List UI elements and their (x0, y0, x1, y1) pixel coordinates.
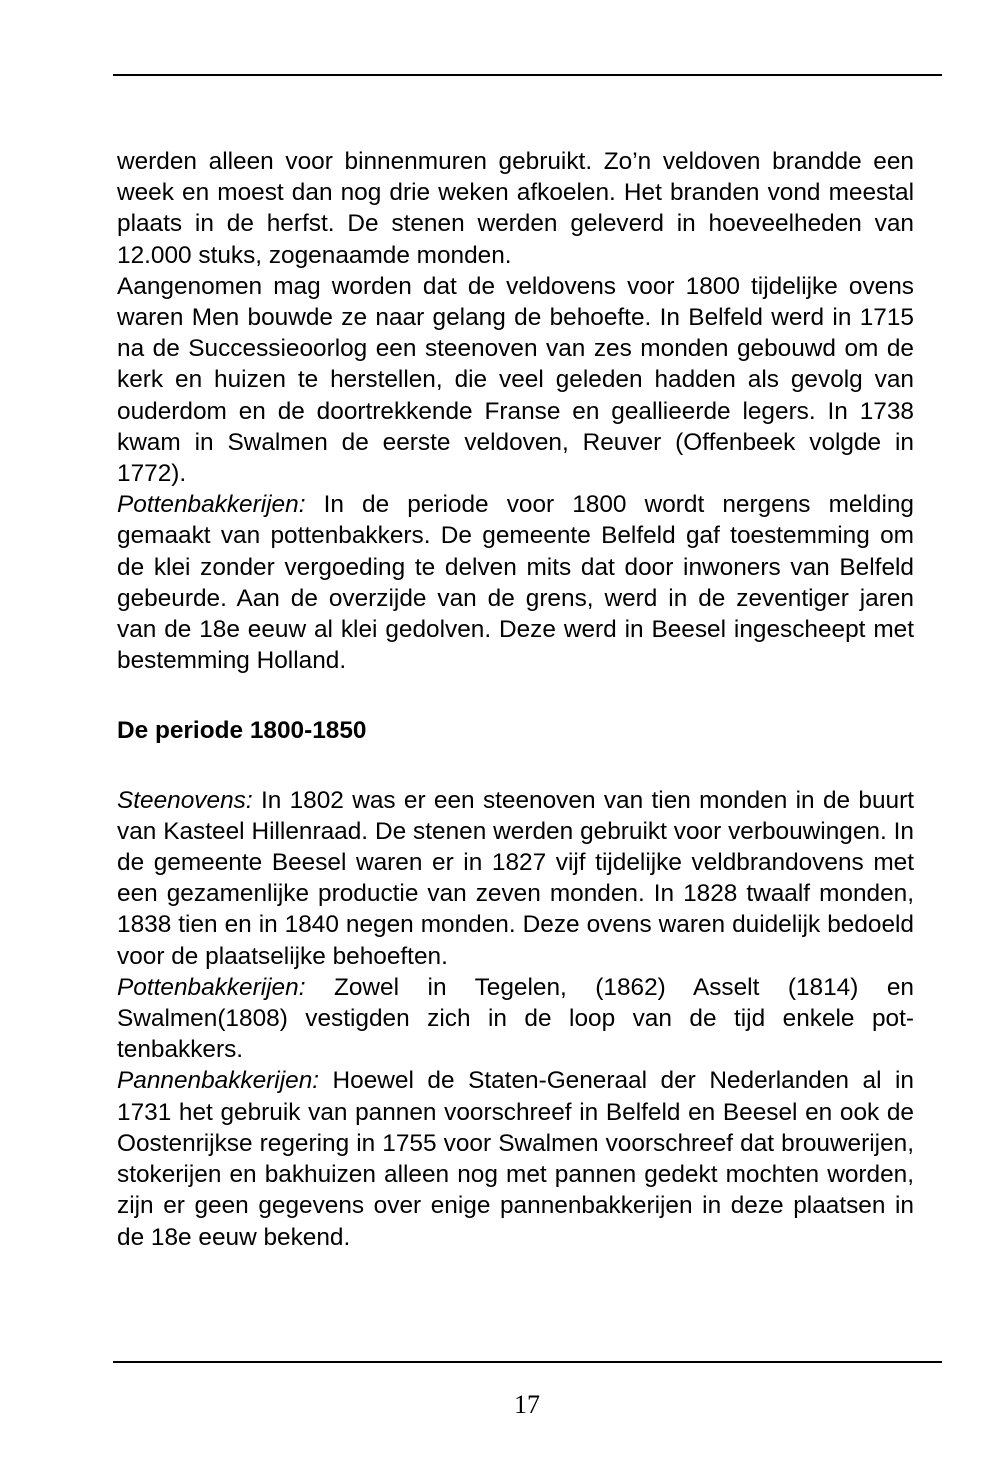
paragraph (117, 489, 914, 676)
paragraph-text: In de periode voor 1800 wordt nergens melding gemaakt van pottenbakkers. De gemeente Belfeld gaf toestemming om de klei zonder vergoeding te delven mits dat door inwoners van Belfeld gebeurde. Aan de overzijde van de grens, werd in de zeventiger jaren van de 18e eeuw al klei gedolven. Deze werd in Beesel ingescheept met bestemming Holland. (117, 491, 914, 675)
paragraph (117, 146, 914, 271)
paragraph-text: Hoewel de Staten-Generaal der Nederlanden al in 1731 het gebruik van pannen voorschreef in Belfeld en Beesel en ook de Oostenrijkse regering in 1755 voor Swalmen voorschreef dat brouwerijen, stokerijen en bakhuizen alleen nog met pannen gedekt mochten worden, zijn er geen gegevens over enige pannenbakkerijen in deze plaatsen in de 18e eeuw bekend. (117, 1067, 914, 1251)
top-rule (113, 74, 942, 76)
paragraph-text: werden alleen voor binnenmuren gebruikt. Zo’n veldoven brandde een week en moest dan nog drie weken afkoelen. Het branden vond meestal plaats in de herfst. De stenen werden geleverd in hoeveelheden van 12.000 stuks, zogenaamde monden. (117, 148, 914, 269)
section-heading: De periode 1800-1850 (117, 717, 367, 745)
paragraph-text: In 1802 was er een steenoven van tien monden in de buurt van Kasteel Hillenraad. De stenen werden gebruikt voor verbouwingen. In de gemeente Beesel waren er in 1827 vijf tijdelijke veldbrandovens met een gezamenlijke productie van zeven monden. In 1828 twaalf monden, 1838 tien en in 1840 negen monden. Deze ovens waren duidelijk bedoeld voor de plaatselijke behoeften. (117, 786, 914, 970)
paragraph-text: Zowel in Tegelen, (1862) Asselt (1814) en Swalmen(1808) vestigden zich in de loop van de tijd enkele pottenbakkers. (117, 973, 914, 1064)
paragraph (117, 785, 914, 972)
paragraph (117, 271, 914, 489)
paragraph-lead: Pottenbakkerijen: (117, 973, 306, 1001)
bottom-rule (113, 1361, 942, 1363)
body-text (117, 146, 914, 1253)
paragraph-text: Aangenomen mag worden dat de veldovens voor 1800 tijdelijke ovens waren Men bouwde ze naar gelang de behoefte. In Belfeld werd in 1715 na de Successieoorlog een steenoven van zes monden gebouwd om de kerk en huizen te herstellen, die veel geleden hadden als gevolg van ouderdom en de doortrekkende Franse en geallieerde legers. In 1738 kwam in Swalmen de eerste veldoven, Reuver (Offenbeek volgde in 1772). (117, 272, 914, 488)
paragraph (117, 1065, 914, 1252)
paragraph-lead: Pannenbakkerijen: (117, 1067, 320, 1095)
paragraph-lead: Pottenbakkerijen: (117, 491, 306, 519)
page-number: 17 (514, 1390, 540, 1419)
paragraph-lead: Steenovens: (117, 786, 253, 814)
paragraph (117, 972, 914, 1066)
